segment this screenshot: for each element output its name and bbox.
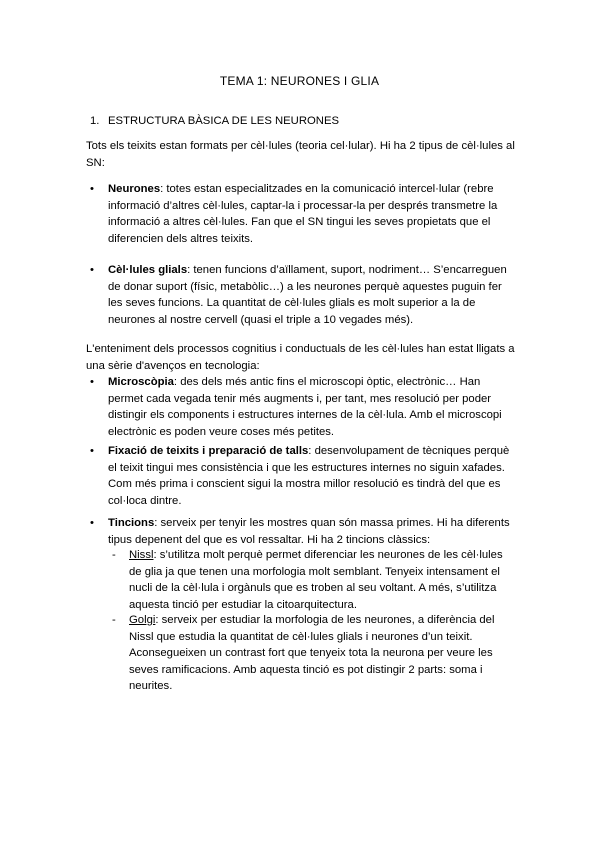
section-heading	[90, 115, 339, 127]
term: Cèl·lules glials	[108, 264, 188, 276]
list-item-stains	[86, 515, 516, 548]
list-item-neurones	[86, 181, 516, 247]
dash-icon: -	[112, 549, 116, 561]
bullet-icon: •	[90, 517, 94, 529]
term: Microscòpia	[108, 376, 174, 388]
sub-item-golgi	[108, 612, 516, 695]
term: Neurones	[108, 183, 161, 195]
intro-paragraph: Tots els teixits estan formats per cèl·lules (teoria cel·lular). Hi ha 2 tipus de cèl·lules al SN:	[86, 140, 515, 169]
dash-icon: -	[112, 614, 116, 626]
bullet-icon: •	[90, 183, 94, 195]
term: Golgi	[129, 614, 156, 626]
term-description: : tenen funcions d’aïllament, suport, nodriment… S’encarreguen de donar suport (físic, metabòlic…) a les neurones perquè aquestes puguin fer les seves funcions. La quantitat de cèl·lules glials es molt superior a la de neurones al nostre cervell (quasi el triple a 10 vegades més).	[108, 264, 507, 326]
term: Nissl	[129, 549, 154, 561]
term-description: : serveix per tenyir les mostres quan són massa primes. Hi ha diferents tipus depenent del que es vol ressaltar. Hi ha 2 tincions clàssics:	[108, 517, 510, 546]
page-title: TEMA 1: NEURONES I GLIA	[219, 74, 380, 88]
list-item-glial-cells	[86, 262, 516, 328]
list-item-microscopy	[86, 374, 516, 440]
section-number: 1.	[90, 115, 100, 127]
technology-paragraph: L'enteniment dels processos cognitius i conductuals de les cèl·lules han estat lligats a una sèrie d'avenços en tecnologia:	[86, 343, 515, 372]
term: Fixació de teixits i preparació de talls	[108, 445, 309, 457]
bullet-icon: •	[90, 445, 94, 457]
sub-item-nissl	[108, 547, 516, 613]
term-description: : totes estan especialitzades en la comunicació intercel·lular (rebre informació d’altres cèl·lules, captar-la i processar-la per després transmetre la informació a altres cèl·lules. Fan que el SN tingui les seves propietats que el diferencien dels altres teixits.	[108, 183, 498, 245]
bullet-icon: •	[90, 376, 94, 388]
term: Tincions	[108, 517, 155, 529]
term-description: : s’utilitza molt perquè permet diferenciar les neurones de les cèl·lules de glia ja que tenen una morfologia molt semblant. Tenyeix intensament el nucli de la cèl·lula i orgànuls que es troben al seu voltant. A més, s’utilitza aquesta tinció per estudiar la citoarquitectura.	[129, 549, 503, 611]
term-description: : desenvolupament de tècniques perquè el teixit tingui mes consistència i que les estructures internes no siguin xafades. Com més prima i conscient sigui la mostra millor resolució es tindrà del que es col·loca dintre.	[108, 445, 510, 507]
term-description: : serveix per estudiar la morfologia de les neurones, a diferència del Nissl que estudia la quantitat de cèl·lules glials i neurones d’un teixit. Aconsegueixen un contrast fort que tenyeix tota la neurona per veure les seves ramificacions. Amb aquesta tinció es pot distingir 2 parts: soma i neurites.	[129, 614, 495, 692]
section-heading-text: ESTRUCTURA BÀSICA DE LES NEURONES	[108, 115, 340, 127]
term-description: : des dels més antic fins el microscopi òptic, electrònic… Han permet cada vegada tenir més augments i, per tant, mes resolució per poder distingir els components i estructures internes de la cèl·lula. Amb el microscopi electrònic es poden veure coses més petites.	[108, 376, 502, 438]
list-item-tissue-fixation	[86, 443, 516, 509]
bullet-icon: •	[90, 264, 94, 276]
